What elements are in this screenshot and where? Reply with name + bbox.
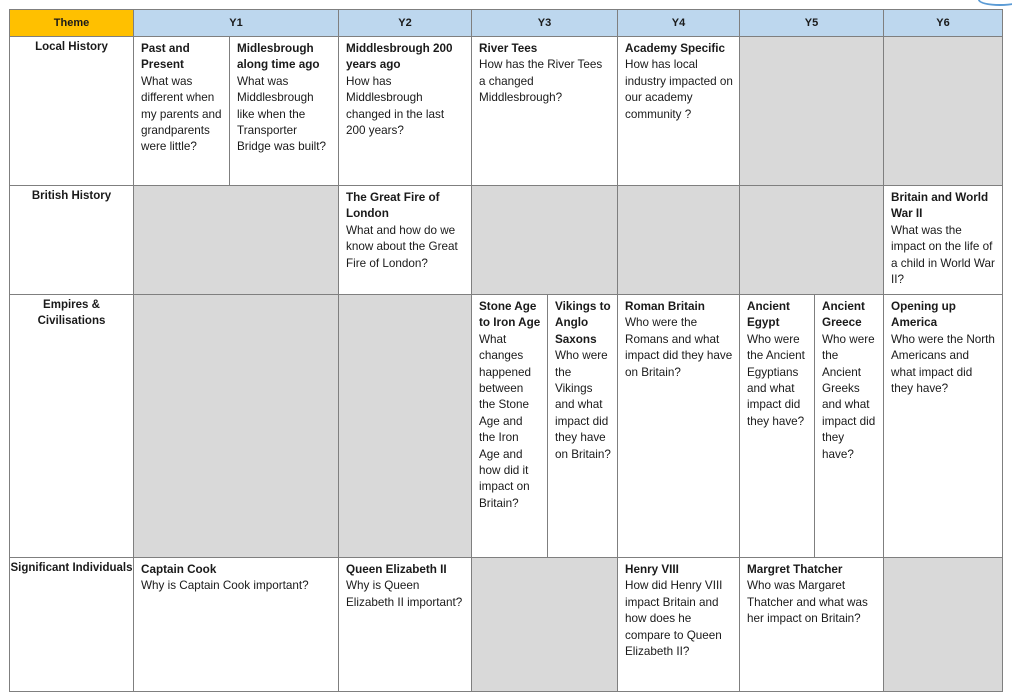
cell-empires-y6 — [884, 295, 1003, 558]
topic-question: Who were the Romans and what impact did they have on Britain? — [625, 316, 733, 379]
topic-title: Past and Present — [141, 42, 190, 72]
topic-title: Ancient Egypt — [747, 300, 790, 330]
curriculum-table — [9, 9, 1003, 692]
year-header-y2: Y2 — [339, 10, 472, 37]
theme-significant-individuals: Significant Individuals — [10, 558, 134, 692]
year-header-y6: Y6 — [884, 10, 1003, 37]
topic-question: What was Middlesbrough like when the Transporter Bridge was built? — [237, 74, 327, 154]
topic-title: Academy Specific — [625, 42, 726, 55]
topic-past-and-present — [134, 37, 229, 185]
topic-title: Ancient Greece — [822, 300, 865, 330]
topic-title: Queen Elizabeth II — [346, 563, 447, 576]
theme-british-history: British History — [10, 186, 134, 295]
topic-academy-specific — [618, 37, 739, 125]
topic-opening-up-america — [884, 295, 1002, 399]
empty-cell — [884, 37, 1003, 186]
topic-question: How has local industry impacted on our academy community ? — [625, 58, 733, 121]
topic-question: Why is Queen Elizabeth II important? — [346, 579, 463, 609]
cell-local-y4 — [618, 37, 740, 186]
topic-title: Britain and World War II — [891, 191, 989, 221]
row-local-history — [10, 37, 1003, 186]
topic-question: Who were the Ancient Egyptians and what impact did they have? — [747, 332, 805, 428]
topic-title: The Great Fire of London — [346, 191, 440, 221]
topic-vikings-anglo-saxons — [547, 295, 617, 557]
theme-local-history: Local History — [10, 37, 134, 186]
empty-cell — [740, 186, 884, 295]
corner-decoration — [978, 0, 1012, 6]
year-header-y4: Y4 — [618, 10, 740, 37]
topic-margret-thatcher — [740, 558, 883, 630]
topic-middlesbrough-200-years — [339, 37, 471, 141]
topic-question: Who were the North Americans and what impact did they have? — [891, 332, 995, 396]
empty-cell — [134, 295, 339, 558]
year-header-y3: Y3 — [472, 10, 618, 37]
topic-title: Henry VIII — [625, 563, 679, 576]
topic-title: Midlesbrough along time ago — [237, 42, 320, 72]
cell-individuals-y1 — [134, 558, 339, 692]
empty-cell — [884, 558, 1003, 692]
topic-title: Roman Britain — [625, 300, 705, 313]
cell-empires-y5 — [740, 295, 884, 558]
topic-question: What changes happened between the Stone Age and the Iron Age and how did it impact on Britain? — [479, 332, 532, 510]
topic-middlesbrough-long-ago — [229, 37, 338, 185]
cell-british-y2 — [339, 186, 472, 295]
topic-captain-cook — [134, 558, 338, 597]
empty-cell — [740, 37, 884, 186]
cell-individuals-y2 — [339, 558, 472, 692]
cell-british-y6 — [884, 186, 1003, 295]
year-header-y1: Y1 — [134, 10, 339, 37]
theme-empires-civilisations: Empires & Civilisations — [10, 295, 134, 558]
cell-local-y3 — [472, 37, 618, 186]
topic-title: Middlesbrough 200 years ago — [346, 42, 453, 72]
topic-roman-britain — [618, 295, 739, 383]
topic-question: What was the impact on the life of a child in World War II? — [891, 223, 995, 287]
theme-header: Theme — [10, 10, 134, 37]
cell-local-y2 — [339, 37, 472, 186]
empty-cell — [472, 558, 618, 692]
row-british-history — [10, 186, 1003, 295]
empty-cell — [134, 186, 339, 295]
topic-stone-age-iron-age — [472, 295, 547, 557]
topic-question: Who was Margaret Thatcher and what was her impact on Britain? — [747, 579, 868, 626]
cell-individuals-y5 — [740, 558, 884, 692]
topic-river-tees — [472, 37, 617, 109]
row-significant-individuals — [10, 558, 1003, 692]
topic-question: Who were the Ancient Greeks and what impact did they have? — [822, 332, 876, 461]
topic-title: Margret Thatcher — [747, 563, 843, 576]
topic-title: Stone Age to Iron Age — [479, 300, 541, 330]
topic-title: Vikings to Anglo Saxons — [555, 300, 611, 346]
empty-cell — [618, 186, 740, 295]
cell-empires-y4 — [618, 295, 740, 558]
topic-question: How has Middlesbrough changed in the last 200 years? — [346, 74, 445, 138]
empty-cell — [339, 295, 472, 558]
topic-queen-elizabeth-ii — [339, 558, 471, 613]
cell-empires-y3 — [472, 295, 618, 558]
topic-britain-ww2 — [884, 186, 1002, 290]
topic-question: What was different when my parents and grandparents were little? — [141, 74, 222, 154]
topic-question: Who were the Vikings and what impact did they have on Britain? — [555, 349, 611, 461]
cell-local-y1 — [134, 37, 339, 186]
cell-individuals-y4 — [618, 558, 740, 692]
header-row — [10, 10, 1003, 37]
empty-cell — [472, 186, 618, 295]
topic-question: Why is Captain Cook important? — [141, 579, 309, 593]
topic-question: What and how do we know about the Great Fire of London? — [346, 223, 458, 270]
year-header-y5: Y5 — [740, 10, 884, 37]
topic-ancient-egypt — [740, 295, 814, 557]
topic-title: Captain Cook — [141, 563, 217, 576]
topic-title: River Tees — [479, 42, 538, 55]
row-empires-civilisations — [10, 295, 1003, 558]
topic-henry-viii — [618, 558, 739, 662]
topic-question: How did Henry VIII impact Britain and how does he compare to Queen Elizabeth II? — [625, 579, 723, 659]
topic-great-fire-of-london — [339, 186, 471, 274]
topic-title: Opening up America — [891, 300, 956, 330]
topic-question: How has the River Tees a changed Middlesbrough? — [479, 58, 603, 105]
topic-ancient-greece — [814, 295, 883, 557]
